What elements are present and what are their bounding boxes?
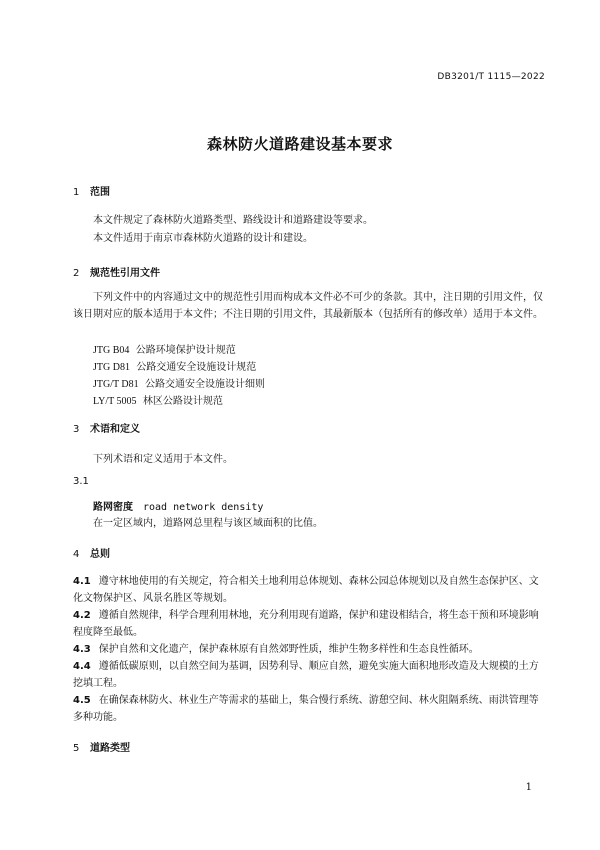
- standard-code: DB3201/T 1115—2022: [437, 72, 545, 82]
- clause-number: 4.5: [73, 695, 91, 706]
- clause-4-2: [73, 607, 545, 641]
- section-3-heading: [73, 420, 140, 435]
- section-number: 1: [73, 187, 80, 198]
- terms-intro: 下列术语和定义适用于本文件。: [93, 454, 233, 465]
- document-title: 森林防火道路建设基本要求: [206, 135, 393, 153]
- reference-item: [93, 375, 265, 390]
- reference-item: [93, 392, 223, 407]
- term-entry: [93, 498, 263, 513]
- clause-text: 遵循低碳原则，以自然空间为基调，因势利导、顺应自然，避免实施大面积地形改造及大规模的土方挖填工程。: [73, 661, 539, 689]
- section-title: 道路类型: [90, 743, 130, 754]
- section-title: 总则: [90, 549, 110, 560]
- clause-number: 4.2: [73, 610, 91, 621]
- reference-code: JTG B04: [93, 345, 130, 356]
- clause-number: 4.1: [73, 576, 91, 587]
- section-number: 3: [73, 424, 80, 435]
- section-title: 术语和定义: [90, 424, 140, 435]
- clause-number: 4.3: [73, 644, 91, 655]
- section-5-heading: [73, 739, 130, 754]
- reference-name: 林区公路设计规范: [142, 396, 223, 407]
- clause-text: 保护自然和文化遗产，保护森林原有自然郊野性质，维护生物多样性和生态良性循环。: [98, 644, 479, 655]
- section-2-heading: [73, 264, 160, 279]
- normative-references-intro: 下列文件中的内容通过文中的规范性引用而构成本文件必不可少的条款。其中，注日期的引用文件，仅该日期对应的版本适用于本文件；不注日期的引用文件，其最新版本（包括所有的修改单）适用于本文件。: [73, 292, 543, 320]
- clause-4-4: [73, 658, 545, 692]
- section-title: 范围: [90, 187, 110, 198]
- clause-4-1: [73, 573, 545, 607]
- term-english: road network density: [143, 502, 264, 513]
- scope-paragraph-1: 本文件规定了森林防火道路类型、路线设计和道路建设等要求。: [93, 215, 373, 226]
- section-title: 规范性引用文件: [90, 268, 160, 279]
- term-chinese: 路网密度: [93, 502, 133, 513]
- reference-code: JTG/T D81: [93, 379, 139, 390]
- section-number: 5: [73, 743, 80, 754]
- clause-number: 4.4: [73, 661, 91, 672]
- section-number: 4: [73, 549, 80, 560]
- scope-paragraph-2: 本文件适用于南京市森林防火道路的设计和建设。: [93, 233, 313, 244]
- clause-text: 在确保森林防火、林业生产等需求的基础上，集合慢行系统、游憩空间、林火阻隔系统、雨洪管理等多种功能。: [73, 695, 539, 723]
- section-1-heading: [73, 183, 110, 198]
- clause-4-5: [73, 692, 545, 726]
- reference-name: 公路交通安全设施设计细则: [145, 379, 266, 390]
- reference-item: [93, 341, 236, 356]
- page-number: 1: [525, 782, 532, 793]
- reference-item: [93, 358, 256, 373]
- clause-text: 遵守林地使用的有关规定，符合相关土地利用总体规划、森林公园总体规划以及自然生态保护区、文化文物保护区、风景名胜区等规划。: [73, 576, 539, 604]
- section-number: 2: [73, 268, 80, 279]
- clause-4-3: [73, 641, 545, 658]
- section-4-heading: [73, 545, 110, 560]
- reference-code: LY/T 5005: [93, 396, 137, 407]
- clause-text: 遵循自然规律，科学合理利用林地，充分利用现有道路，保护和建设相结合，将生态干预和环境影响程度降至最低。: [73, 610, 539, 638]
- reference-name: 公路环境保护设计规范: [135, 345, 236, 356]
- term-number: 3.1: [73, 476, 89, 487]
- reference-name: 公路交通安全设施设计规范: [136, 362, 257, 373]
- term-definition: 在一定区域内，道路网总里程与该区域面积的比值。: [93, 518, 323, 529]
- reference-code: JTG D81: [93, 362, 130, 373]
